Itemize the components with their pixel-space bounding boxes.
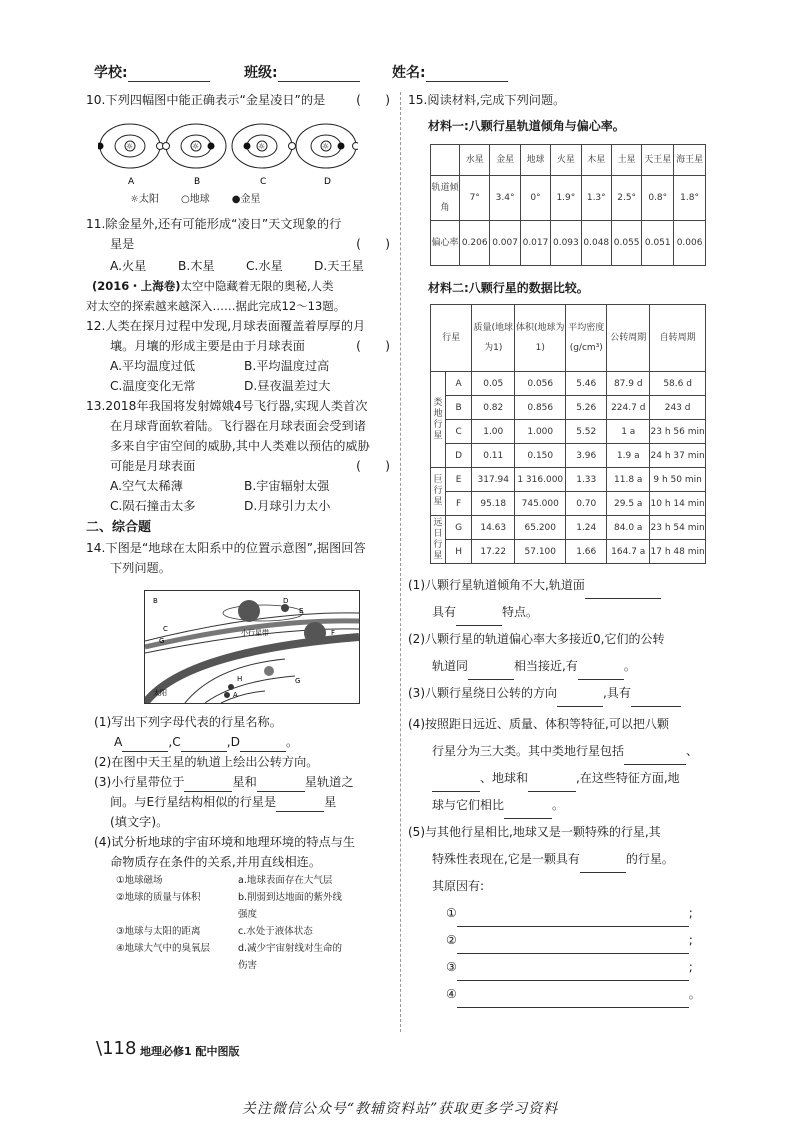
q12-option-a[interactable]: A.平均温度过低 (110, 359, 196, 373)
q15-3-blank-1[interactable] (557, 693, 603, 707)
q15-4-line4: 球与它们相比 。 (408, 792, 718, 819)
material-1-title: 材料一:八颗行星轨道倾角与偏心率。 (428, 119, 625, 133)
t2-row (431, 516, 706, 540)
school-blank[interactable] (128, 67, 210, 82)
reason-4: ④ 。 (408, 981, 718, 1008)
q15-4-line1: (4)按照距日远近、质量、体积等特征,可以把八颗 (408, 717, 669, 731)
t1-planet-2: 金星 (490, 145, 520, 176)
q10-paren: ( ) (356, 93, 390, 107)
q15-4-blank-4[interactable] (504, 805, 552, 819)
q15-4-blank-3[interactable] (528, 778, 576, 792)
q15-1-line2: 具有 特点。 (408, 599, 718, 626)
t2-cell-d: 5.52 (566, 420, 607, 444)
t2-h-revolution: 公转周期 (607, 305, 650, 372)
t2-row (431, 492, 706, 516)
q10-option-b (163, 124, 227, 168)
t2-cell-r: 1.9 a (607, 444, 650, 468)
school-label: 学校: (94, 65, 128, 81)
q15-4-blank-1[interactable] (624, 751, 686, 765)
t2-row (431, 372, 706, 396)
t1-eccentricity-label: 偏心率 (431, 221, 460, 266)
material-2-table (430, 304, 706, 564)
q14-2: (2)在图中天王星的轨道上绘出公转方向。 (94, 755, 319, 769)
t2-cell-s: 23 h 54 min (650, 516, 706, 540)
q14-1-blank-a[interactable] (122, 738, 168, 752)
q14-3-line3: (填文字)。 (110, 815, 169, 829)
class-field (244, 62, 360, 82)
q10-label-b: B (194, 177, 201, 187)
t2-cell-k: G (446, 516, 472, 540)
t2-cell-d: 1.66 (566, 540, 607, 564)
t1-incl-8: 1.8° (674, 176, 706, 221)
t2-cell-v: 1 316.000 (515, 468, 566, 492)
legend-sun: ☼太阳 (130, 194, 159, 205)
venus-icon: ● (231, 194, 241, 205)
fig-label-b: B (153, 597, 158, 605)
t2-cell-v: 1.000 (515, 420, 566, 444)
column-divider (400, 92, 401, 1032)
q15-5-line2: 特殊性表现在,它是一颗具有 的行星。 (408, 846, 718, 873)
q15-5-blank-1[interactable] (580, 859, 626, 873)
q11-option-a[interactable]: A.火星 (110, 259, 147, 273)
t2-cell-s: 10 h 14 min (650, 492, 706, 516)
t1-ecc-8: 0.006 (674, 221, 706, 266)
t2-cell-m: 14.63 (472, 516, 515, 540)
class-label: 班级: (244, 65, 278, 81)
q10-label-a: A (128, 177, 135, 187)
q11-stem-2: 星是 ( ) (110, 237, 390, 251)
q14-1-blank-c[interactable] (181, 738, 227, 752)
q13-option-d[interactable]: D.月球引力太小 (244, 499, 331, 513)
match-right-d[interactable]: d.减少宇宙射线对生命的 (238, 943, 343, 954)
fig-label-c: C (163, 625, 168, 633)
t2-cell-s: 24 h 37 min (650, 444, 706, 468)
q10-figure (98, 116, 358, 192)
q15-5-line3: 其原因有: (432, 879, 485, 893)
reason-4-blank[interactable] (457, 994, 689, 1008)
page-number: \118 (96, 1038, 137, 1059)
t2-cell-k: C (446, 420, 472, 444)
t1-planet-6: 土星 (611, 145, 641, 176)
q14-3-blank-1[interactable] (184, 778, 232, 792)
q10-option-a (98, 124, 164, 168)
q13-option-c[interactable]: C.陨石撞击太多 (110, 499, 196, 513)
t1-incl-5: 1.3° (581, 176, 611, 221)
q15-1-blank-1[interactable] (585, 585, 661, 599)
q11-option-b[interactable]: B.木星 (178, 259, 215, 273)
q15-3-blank-2[interactable] (631, 693, 681, 707)
t2-cell-r: 29.5 a (607, 492, 650, 516)
t2-cell-d: 1.33 (566, 468, 607, 492)
t1-ecc-3: 0.017 (520, 221, 550, 266)
t1-inclination-label: 轨道倾角 (431, 176, 460, 221)
t1-planet-1: 水星 (460, 145, 490, 176)
t2-cell-d: 5.46 (566, 372, 607, 396)
q15-3-line1: (3)八颗行星绕日公转的方向 ,具有 (408, 680, 718, 707)
svg-text:☼: ☼ (192, 142, 200, 151)
t1-ecc-1: 0.206 (460, 221, 490, 266)
t1-planet-3: 地球 (520, 145, 550, 176)
q15-1-line1: (1)八颗行星轨道倾角不大,轨道面 (408, 572, 718, 599)
material-2-title: 材料二:八颗行星的数据比较。 (428, 281, 589, 295)
fig-label-g-1: G (159, 637, 165, 645)
class-blank[interactable] (278, 67, 360, 82)
t2-cell-k: F (446, 492, 472, 516)
t1-incl-4: 1.9° (551, 176, 581, 221)
q10-option-d (296, 124, 358, 168)
t2-cell-k: B (446, 396, 472, 420)
q14-3-blank-3[interactable] (276, 798, 324, 812)
t2-cell-k: E (446, 468, 472, 492)
legend-earth: ○地球 (180, 194, 210, 205)
match-left-3[interactable]: ③地球与太阳的距离 (116, 926, 201, 937)
fig-label-d: D (283, 597, 289, 605)
match-left-empty-1 (116, 906, 238, 923)
t1-eccentricity-row (431, 221, 706, 266)
t2-cell-m: 95.18 (472, 492, 515, 516)
t2-cell-k: A (446, 372, 472, 396)
q15-4-line3: 、地球和 ,在这些特征方面,地 (408, 765, 718, 792)
q14-3-line1: (3)小行星带位于 星和 星轨道之 (86, 772, 396, 792)
t2-cell-d: 5.26 (566, 396, 607, 420)
t2-cell-v: 745.000 (515, 492, 566, 516)
t2-cell-r: 84.0 a (607, 516, 650, 540)
match-right-a[interactable]: a.地球表面存在大气层 (238, 875, 333, 886)
t2-cell-m: 17.22 (472, 540, 515, 564)
fig-sun-label: 太阳 (153, 689, 167, 697)
t1-ecc-4: 0.093 (551, 221, 581, 266)
t2-cell-k: D (446, 444, 472, 468)
q10-label-c: C (260, 177, 267, 187)
t2-row (431, 468, 706, 492)
q15-stem: 15.阅读材料,完成下列问题。 (408, 93, 566, 107)
match-left-2[interactable]: ②地球的质量与体积 (116, 892, 201, 903)
t2-h-planet: 行星 (431, 305, 472, 372)
t2-row (431, 540, 706, 564)
q14-stem-2: 下列问题。 (110, 561, 171, 575)
t2-cell-r: 87.9 d (607, 372, 650, 396)
q11-stem-1: 11.除金星外,还有可能形成“凌日”天文现象的行 (86, 217, 342, 231)
t2-body (431, 372, 706, 564)
q12-stem-1: 12.人类在探月过程中发现,月球表面覆盖着厚厚的月 (86, 319, 366, 333)
t1-planet-7: 天王星 (642, 145, 674, 176)
name-blank[interactable] (426, 67, 508, 82)
fig-label-g-2: G (295, 677, 301, 685)
reason-2: ② ; (408, 927, 718, 954)
t2-cell-s: 17 h 48 min (650, 540, 706, 564)
q13-option-b[interactable]: B.宇宙辐射太强 (244, 479, 330, 493)
q15-2-blank-1[interactable] (468, 666, 514, 680)
t2-row (431, 396, 706, 420)
q15-subquestions (408, 572, 718, 1008)
q15-1-blank-2[interactable] (456, 612, 502, 626)
q13-stem-4: 可能是月球表面 ( ) (110, 459, 390, 473)
q10-option-c (232, 124, 296, 168)
q10-legend (86, 192, 396, 208)
t2-cell-v: 0.856 (515, 396, 566, 420)
q13-option-a[interactable]: A.空气太稀薄 (110, 479, 183, 493)
t2-cell-r: 1 a (607, 420, 650, 444)
earth-icon: ○ (180, 194, 190, 205)
fig-asteroid-label: 小行星带 (241, 629, 269, 637)
t2-cell-d: 0.70 (566, 492, 607, 516)
match-right-b-cont: 强度 (238, 909, 258, 920)
reason-2-blank[interactable] (457, 940, 689, 954)
t2-h-density: 平均密度(g/cm³) (566, 305, 607, 372)
q13-stem-2: 在月球背面软着陆。飞行器在月球表面会受到诸 (110, 419, 366, 433)
svg-text:☼: ☼ (258, 142, 266, 151)
t2-cell-v: 57.100 (515, 540, 566, 564)
left-column (86, 90, 396, 974)
q15-4-blank-2[interactable] (432, 778, 480, 792)
reason-1: ① ; (408, 900, 718, 927)
q10-label-d: D (324, 177, 331, 187)
t2-cell-m: 0.05 (472, 372, 515, 396)
t1-planet-4: 火星 (551, 145, 581, 176)
book-title: 地理必修1 配中图版 (140, 1045, 240, 1058)
t1-planet-5: 木星 (581, 145, 611, 176)
t2-cell-s: 9 h 50 min (650, 468, 706, 492)
t2-row (431, 444, 706, 468)
t2-cell-r: 164.7 a (607, 540, 650, 564)
t1-inclination-row (431, 176, 706, 221)
t2-cell-s: 243 d (650, 396, 706, 420)
t1-ecc-7: 0.051 (642, 221, 674, 266)
t2-cell-r: 11.8 a (607, 468, 650, 492)
q14-3-blank-2[interactable] (257, 778, 305, 792)
right-column (408, 90, 718, 1008)
t2-group-label: 巨行星 (431, 468, 446, 516)
t2-cell-v: 65.200 (515, 516, 566, 540)
q13-stem-3: 多来自宇宙空间的威胁,其中人类难以预估的威胁 (110, 439, 370, 453)
q14-1: (1)写出下列字母代表的行星名称。 (94, 715, 282, 729)
t1-planet-8: 海王星 (674, 145, 706, 176)
t1-ecc-5: 0.048 (581, 221, 611, 266)
t2-cell-s: 58.6 d (650, 372, 706, 396)
q15-4-line2: 行星分为三大类。其中类地行星包括 、 (408, 738, 718, 765)
q12-stem-2: 壤。月壤的形成主要是由于月球表面 ( ) (110, 339, 390, 353)
q15-2-blank-2[interactable] (578, 666, 624, 680)
t1-incl-3: 0° (520, 176, 550, 221)
q15-2-line2: 轨道同 相当接近,有 。 (408, 653, 718, 680)
q14-4-matching (86, 872, 396, 974)
t2-cell-d: 3.96 (566, 444, 607, 468)
q13-stem-1: 13.2018年我国将发射嫦娥4号飞行器,实现人类首次 (86, 399, 368, 413)
school-field (94, 62, 210, 82)
t1-incl-7: 0.8° (642, 176, 674, 221)
t1-incl-2: 3.4° (490, 176, 520, 221)
q14-1-blanks: A ,C ,D 。 (86, 732, 396, 752)
t2-row (431, 420, 706, 444)
t2-cell-r: 224.7 d (607, 396, 650, 420)
q14-3-line2: 间。与E行星结构相似的行星是 星 (86, 792, 396, 812)
match-right-d-cont: 伤害 (238, 960, 258, 971)
sun-icon: ☼ (130, 194, 139, 205)
match-left-empty-2 (116, 957, 238, 974)
t2-cell-k: H (446, 540, 472, 564)
reason-1-blank[interactable] (457, 913, 689, 927)
material-1-table (430, 144, 706, 266)
q14-4-line2: 命物质存在条件的关系,并用直线相连。 (110, 855, 322, 869)
name-label: 姓名: (392, 65, 426, 81)
q14-1-blank-d[interactable] (240, 738, 286, 752)
q11-options (86, 256, 396, 276)
t2-h-rotation: 自转周期 (650, 305, 706, 372)
bottom-note: 关注微信公众号“教辅资料站”获取更多学习资料 (241, 1101, 559, 1117)
reason-3-blank[interactable] (457, 967, 689, 981)
t1-incl-1: 7° (460, 176, 490, 221)
reason-3: ③ ; (408, 954, 718, 981)
q15-2-line1: (2)八颗行星的轨道偏心率大多接近0,它们的公转 (408, 632, 665, 646)
t2-group-label: 远日行星 (431, 516, 446, 564)
source-note-1: (2016・上海卷)太空中隐藏着无限的奥秘,人类 (92, 279, 334, 293)
t2-cell-s: 23 h 56 min (650, 420, 706, 444)
t2-cell-d: 1.24 (566, 516, 607, 540)
fig-label-h: H (237, 675, 243, 683)
t1-incl-6: 2.5° (611, 176, 641, 221)
t2-h-mass: 质量(地球为1) (472, 305, 515, 372)
t1-ecc-2: 0.007 (490, 221, 520, 266)
t1-header-row (431, 145, 706, 176)
fig-label-a: A (233, 691, 238, 699)
fig-label-e: E (299, 607, 304, 615)
legend-venus: ●金星 (231, 194, 261, 205)
t2-cell-m: 0.11 (472, 444, 515, 468)
q12-option-c[interactable]: C.温度变化无常 (110, 379, 196, 393)
t1-ecc-6: 0.055 (611, 221, 641, 266)
q14-solar-figure (144, 590, 360, 704)
section-2-title: 二、综合题 (86, 520, 152, 535)
q11-option-d[interactable]: D.天王星 (314, 259, 364, 273)
t2-cell-v: 0.150 (515, 444, 566, 468)
t2-cell-m: 0.82 (472, 396, 515, 420)
match-left-4[interactable]: ④地球大气中的臭氧层 (116, 943, 211, 954)
q15-5-line1: (5)与其他行星相比,地球又是一颗特殊的行星,其 (408, 825, 661, 839)
q13-options (86, 476, 396, 516)
q14-4-line1: (4)试分析地球的宇宙环境和地理环境的特点与生 (94, 835, 356, 849)
fig-label-f: F (331, 629, 336, 637)
source-tag: (2016・上海卷) (92, 279, 181, 293)
t2-group-label: 类地行星 (431, 372, 446, 468)
match-right-b[interactable]: b.削弱到达地面的紫外线 (238, 892, 343, 903)
t2-cell-m: 317.94 (472, 468, 515, 492)
match-left-1[interactable]: ①地球磁场 (116, 875, 163, 886)
source-note-2: 对太空的探索越来越深入……据此完成12～13题。 (86, 299, 346, 313)
q12-option-d[interactable]: D.昼夜温差过大 (244, 379, 331, 393)
t2-h-volume: 体积(地球为1) (515, 305, 566, 372)
match-right-c[interactable]: c.水处于液体状态 (238, 926, 313, 937)
svg-text:☼: ☼ (126, 142, 134, 151)
name-field (392, 62, 508, 82)
q10-stem: 10.下列四幅图中能正确表示“金星凌日”的是 ( ) (86, 90, 396, 110)
q11-option-c[interactable]: C.水星 (246, 259, 283, 273)
t2-cell-m: 1.00 (472, 420, 515, 444)
t2-cell-v: 0.056 (515, 372, 566, 396)
svg-text:☼: ☼ (322, 142, 330, 151)
q12-option-b[interactable]: B.平均温度过高 (244, 359, 330, 373)
q14-stem-1: 14.下图是“地球在太阳系中的位置示意图”,据图回答 (86, 541, 366, 555)
q12-options (86, 356, 396, 396)
t2-header-row (431, 305, 706, 372)
